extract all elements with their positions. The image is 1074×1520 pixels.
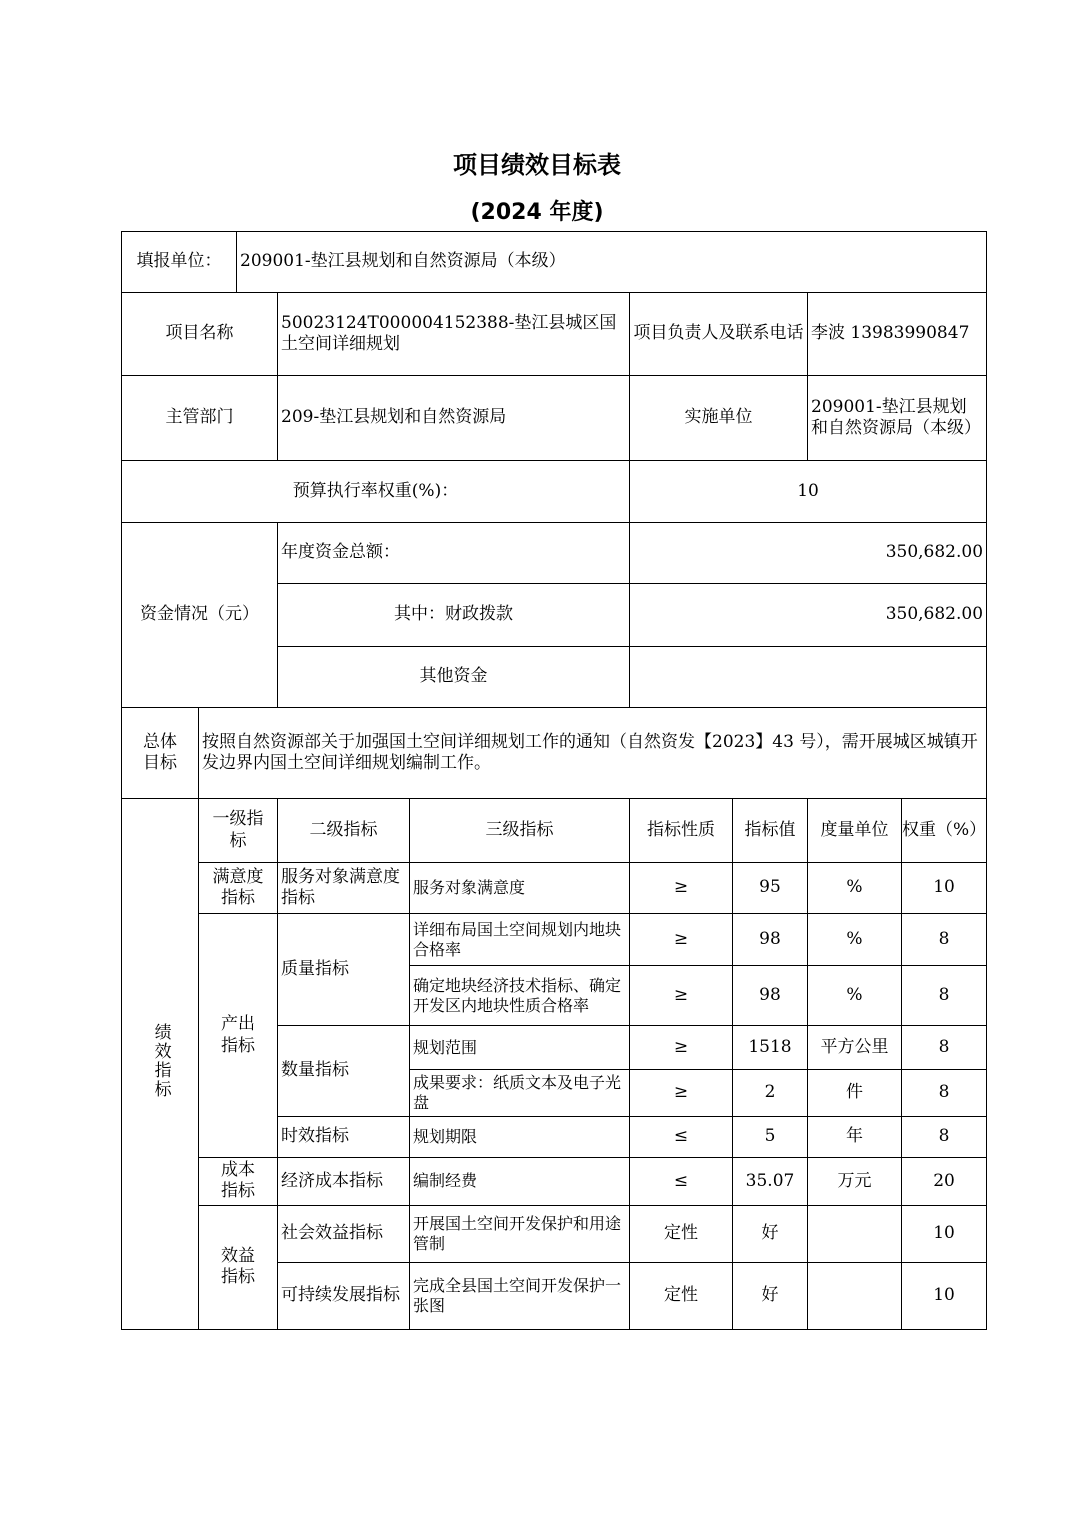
unit-row	[122, 232, 987, 293]
indicator-value: 好	[733, 1262, 808, 1329]
indicator-value: 1518	[733, 1026, 808, 1070]
header-nature: 指标性质	[630, 799, 733, 863]
unit-value: 209001-垫江县规划和自然资源局（本级）	[237, 232, 987, 293]
indicator-nature: 定性	[630, 1205, 733, 1262]
impl-label: 实施单位	[630, 376, 808, 461]
header-unit: 度量单位	[808, 799, 902, 863]
indicator-value: 5	[733, 1117, 808, 1158]
indicator-nature: 定性	[630, 1262, 733, 1329]
indicator-l2: 社会效益指标	[278, 1205, 410, 1262]
indicator-value: 2	[733, 1070, 808, 1117]
indicator-unit: %	[808, 966, 902, 1026]
indicator-l2: 质量指标	[278, 914, 410, 1026]
indicator-l3: 规划范围	[410, 1026, 630, 1070]
indicator-weight: 10	[902, 1205, 987, 1262]
header-level1: 一级指标	[199, 799, 278, 863]
indicator-nature: ≤	[630, 1158, 733, 1206]
indicator-l1: 成本指标	[199, 1158, 278, 1206]
project-row	[122, 293, 987, 376]
funds-total-label: 年度资金总额：	[278, 523, 630, 584]
indicator-unit	[808, 1205, 902, 1262]
indicator-nature: ≥	[630, 1070, 733, 1117]
funds-fiscal-label: 其中：财政拨款	[278, 584, 630, 647]
budget-weight-label: 预算执行率权重(%)：	[122, 461, 630, 523]
performance-table	[121, 231, 987, 1330]
indicator-l3: 编制经费	[410, 1158, 630, 1206]
header-row	[122, 799, 987, 863]
dept-label: 主管部门	[122, 376, 278, 461]
indicator-unit: %	[808, 914, 902, 966]
indicator-l2: 经济成本指标	[278, 1158, 410, 1206]
budget-weight-row	[122, 461, 987, 523]
dept-row	[122, 376, 987, 461]
indicator-unit: 万元	[808, 1158, 902, 1206]
leader-label: 项目负责人及联系电话	[630, 293, 808, 376]
goal-label: 总体目标	[122, 708, 199, 799]
funds-total-row	[122, 523, 987, 584]
indicator-nature: ≥	[630, 914, 733, 966]
table-row	[122, 863, 987, 914]
indicator-weight: 8	[902, 914, 987, 966]
funds-other-value	[630, 647, 987, 708]
indicator-l2: 可持续发展指标	[278, 1262, 410, 1329]
indicator-value: 好	[733, 1205, 808, 1262]
leader-value: 李波 13983990847	[808, 293, 987, 376]
funds-total-value: 350,682.00	[630, 523, 987, 584]
indicator-nature: ≥	[630, 966, 733, 1026]
indicator-l3: 开展国土空间开发保护和用途管制	[410, 1205, 630, 1262]
table-row	[122, 1205, 987, 1262]
indicator-l2: 时效指标	[278, 1117, 410, 1158]
indicator-l3: 服务对象满意度	[410, 863, 630, 914]
indicator-unit: %	[808, 863, 902, 914]
indicator-value: 98	[733, 914, 808, 966]
indicator-weight: 8	[902, 1117, 987, 1158]
indicator-l3: 完成全县国土空间开发保护一张图	[410, 1262, 630, 1329]
funds-fiscal-value: 350,682.00	[630, 584, 987, 647]
project-name-label: 项目名称	[122, 293, 278, 376]
indicator-l3: 成果要求：纸质文本及电子光盘	[410, 1070, 630, 1117]
indicator-l2: 服务对象满意度指标	[278, 863, 410, 914]
indicator-weight: 8	[902, 1070, 987, 1117]
perf-label-text: 绩效指标	[150, 1022, 171, 1099]
dept-value: 209-垫江县规划和自然资源局	[278, 376, 630, 461]
indicator-weight: 20	[902, 1158, 987, 1206]
indicator-value: 35.07	[733, 1158, 808, 1206]
indicator-l3: 确定地块经济技术指标、确定开发区内地块性质合格率	[410, 966, 630, 1026]
indicator-nature: ≥	[630, 1026, 733, 1070]
header-weight: 权重（%）	[902, 799, 987, 863]
indicator-l1: 效益指标	[199, 1205, 278, 1329]
indicator-value: 95	[733, 863, 808, 914]
unit-label: 填报单位：	[122, 232, 237, 293]
funds-other-label: 其他资金	[278, 647, 630, 708]
table-row	[122, 1158, 987, 1206]
perf-label	[122, 799, 199, 1330]
page-subtitle-year: (2024 年度)	[470, 200, 604, 225]
indicator-weight: 10	[902, 863, 987, 914]
indicator-unit: 件	[808, 1070, 902, 1117]
header-value: 指标值	[733, 799, 808, 863]
indicator-unit	[808, 1262, 902, 1329]
indicator-l1: 满意度指标	[199, 863, 278, 914]
indicator-nature: ≤	[630, 1117, 733, 1158]
funds-label: 资金情况（元）	[122, 523, 278, 708]
header-level2: 二级指标	[278, 799, 410, 863]
indicator-nature: ≥	[630, 863, 733, 914]
indicator-weight: 10	[902, 1262, 987, 1329]
indicator-unit: 平方公里	[808, 1026, 902, 1070]
impl-value: 209001-垫江县规划和自然资源局（本级）	[808, 376, 987, 461]
indicator-l2: 数量指标	[278, 1026, 410, 1117]
header-level3: 三级指标	[410, 799, 630, 863]
budget-weight-value: 10	[630, 461, 987, 523]
table-row	[122, 914, 987, 966]
indicator-unit: 年	[808, 1117, 902, 1158]
project-name-value: 50023124T000004152388-垫江县城区国土空间详细规划	[278, 293, 630, 376]
goal-value: 按照自然资源部关于加强国土空间详细规划工作的通知（自然资发【2023】43 号），需开展城区城镇开发边界内国土空间详细规划编制工作。	[199, 708, 987, 799]
indicator-value: 98	[733, 966, 808, 1026]
indicator-weight: 8	[902, 1026, 987, 1070]
indicator-l3: 规划期限	[410, 1117, 630, 1158]
page-title: 项目绩效目标表	[453, 151, 621, 179]
indicator-weight: 8	[902, 966, 987, 1026]
indicator-l3: 详细布局国土空间规划内地块合格率	[410, 914, 630, 966]
indicator-l1: 产出指标	[199, 914, 278, 1158]
goal-row	[122, 708, 987, 799]
